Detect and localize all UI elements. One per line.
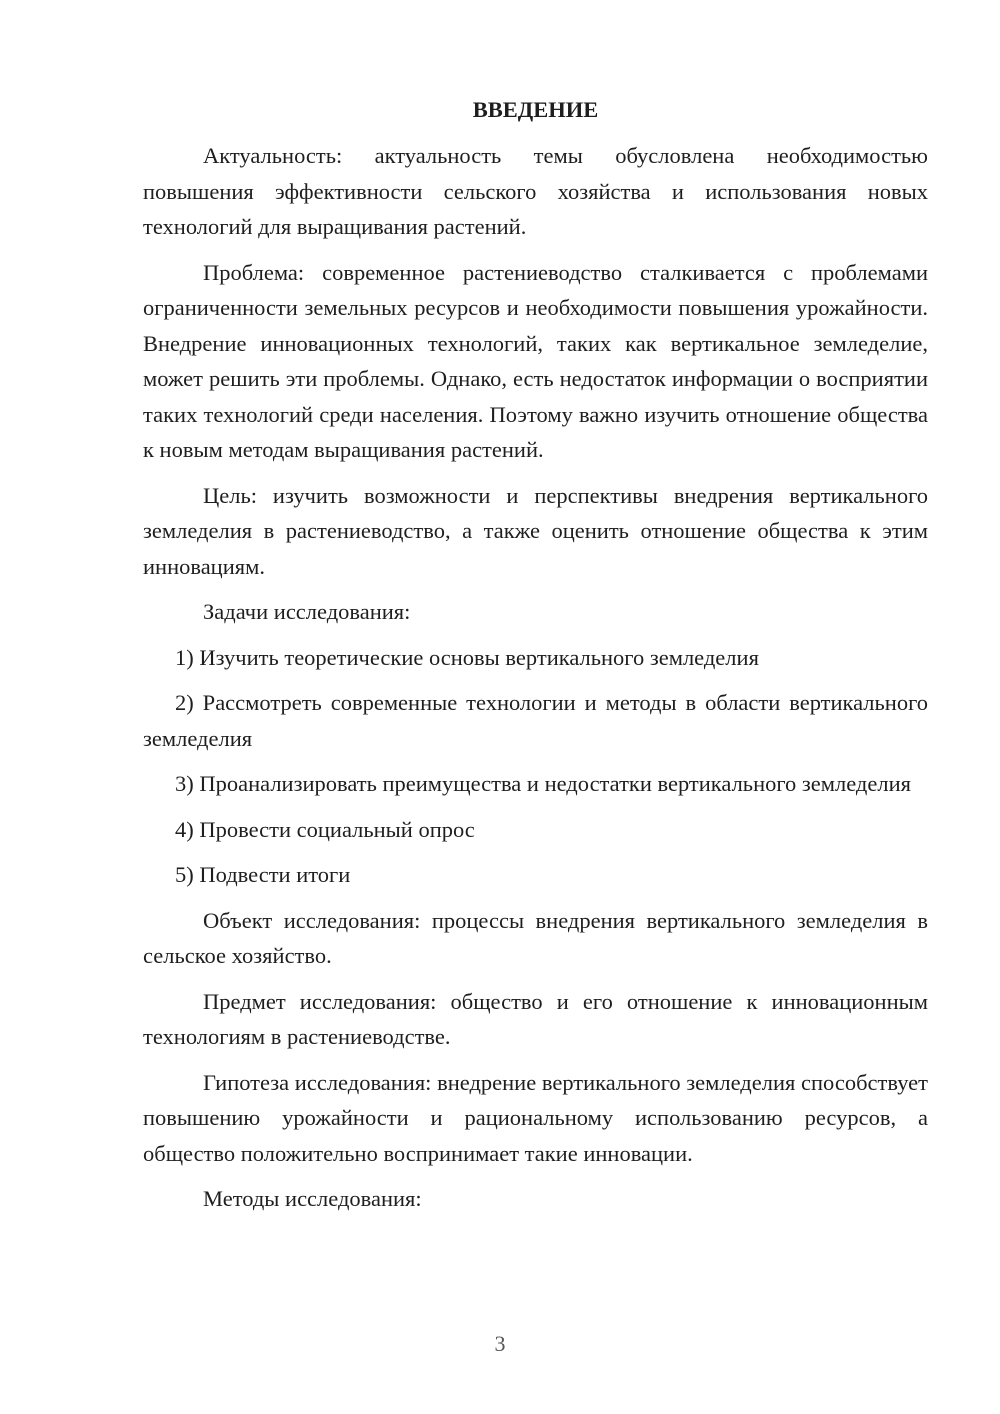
task-item-2: 2) Рассмотреть современные технологии и методы в области вертикального земледелия — [143, 690, 928, 751]
paragraph-relevance: Актуальность: актуальность темы обусловлена необходимостью повышения эффективности сельского хозяйства и использования новых технологий для выращивания растений. — [143, 143, 928, 239]
paragraph-goal: Цель: изучить возможности и перспективы внедрения вертикального земледелия в растениеводство, а также оценить отношение общества к этим инновациям. — [143, 482, 928, 579]
paragraph-hypothesis: Гипотеза исследования: внедрение вертикального земледелия способствует повышению урожайности и рациональному использованию ресурсов, а общество положительно воспринимает такие инновации. — [143, 1069, 928, 1166]
task-item-3: 3) Проанализировать преимущества и недостатки вертикального земледелия — [175, 771, 911, 796]
task-item-4: 4) Провести социальный опрос — [175, 816, 475, 842]
task-item-5: 5) Подвести итоги — [175, 862, 351, 887]
tasks-heading: Задачи исследования: — [203, 599, 411, 624]
document-title: ВВЕДЕНИЕ — [472, 97, 599, 122]
paragraph-object: Объект исследования: процессы внедрения вертикального земледелия в сельское хозяйство. — [143, 907, 928, 968]
paragraph-subject: Предмет исследования: общество и его отношение к инновационным технологиям в растениеводстве. — [143, 988, 928, 1049]
paragraph-problem: Проблема: современное растениеводство сталкивается с проблемами ограниченности земельных ресурсов и необходимости повышения урожайности. Внедрение инновационных технологий, таких как вертикальное земледелие, может решить эти проблемы. Однако, есть недостаток информации о восприятии таких технологий среди населения. Поэтому важно изучить отношение общества к новым методам выращивания растений. — [143, 259, 928, 462]
methods-heading: Методы исследования: — [203, 1186, 422, 1211]
page-number: 3 — [494, 1331, 506, 1356]
task-item-1: 1) Изучить теоретические основы вертикального земледелия — [175, 644, 759, 670]
document-page — [143, 92, 928, 1227]
